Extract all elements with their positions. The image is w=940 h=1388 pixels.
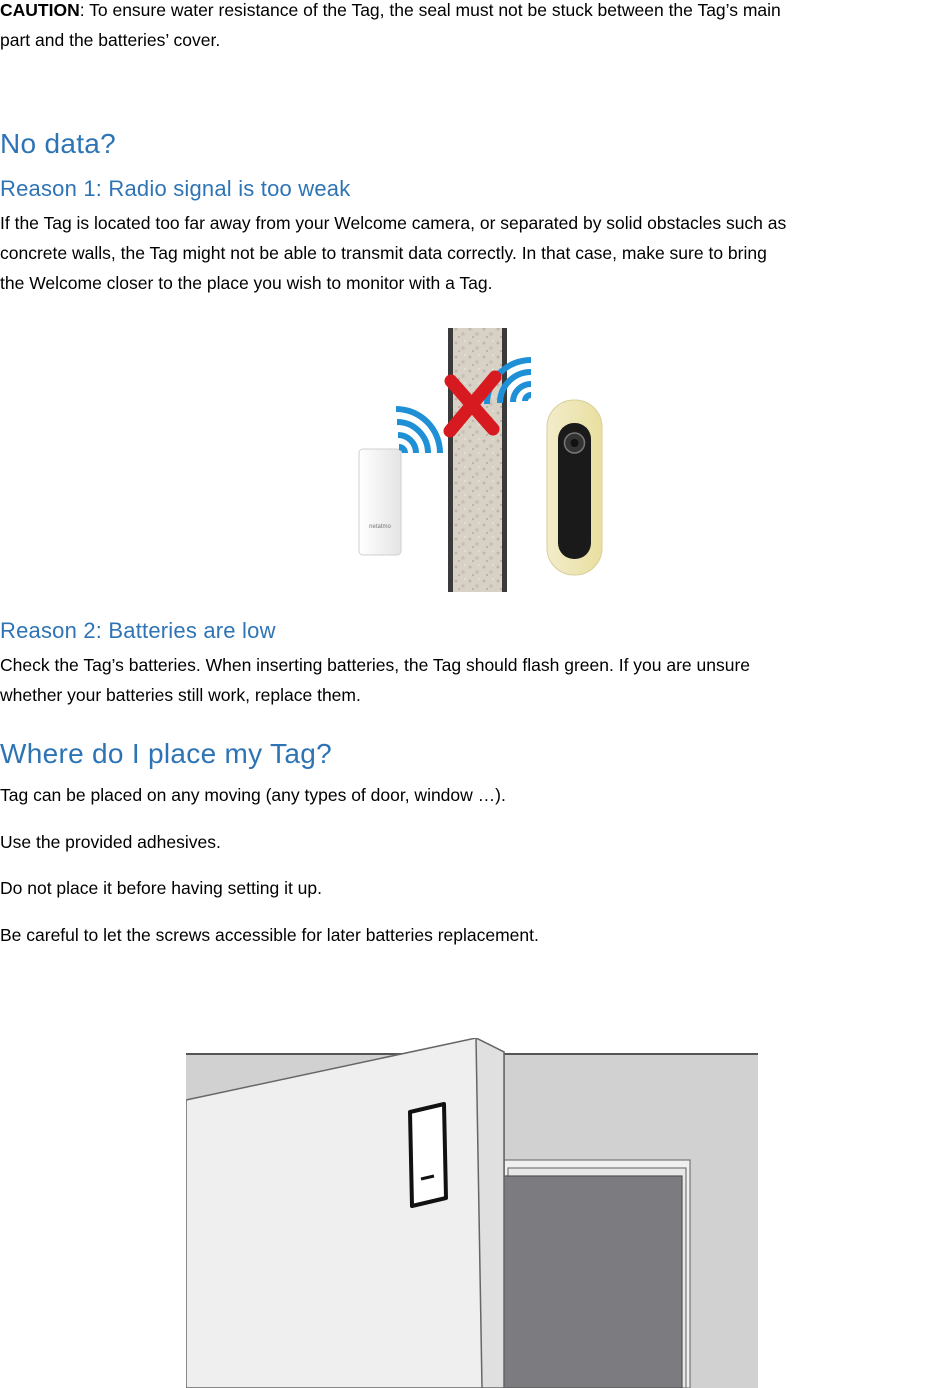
door-placement-illustration [186, 1038, 758, 1388]
door-frame [504, 1160, 690, 1388]
caution-label: CAUTION [0, 0, 80, 20]
tag-brand: netatmo [369, 524, 391, 530]
reason1-line: concrete walls, the Tag might not be able to transmit data correctly. In that case, make sure to bring [0, 243, 767, 263]
no-data-heading: No data? [0, 128, 117, 159]
reason1-paragraph [0, 208, 940, 298]
reason2-heading: Reason 2: Batteries are low [0, 618, 276, 643]
placement-p4: Be careful to let the screws accessible for later batteries replacement. [0, 925, 539, 945]
placement-p2: Use the provided adhesives. [0, 832, 221, 852]
reason1-heading: Reason 1: Radio signal is too weak [0, 176, 351, 201]
caution-text-line1: : To ensure water resistance of the Tag, the seal must not be stuck between the Tag’s main [79, 0, 781, 20]
reason2-paragraph [0, 650, 940, 710]
caution-text-line2: part and the batteries’ cover. [0, 30, 221, 50]
placement-p3: Do not place it before having setting it up. [0, 878, 323, 898]
reason2-line: Check the Tag’s batteries. When inserting batteries, the Tag should flash green. If you are unsure [0, 655, 751, 675]
door-panel [186, 1038, 504, 1388]
welcome-camera [547, 400, 602, 575]
radio-signal-illustration [355, 325, 610, 595]
reason1-line: If the Tag is located too far away from your Welcome camera, or separated by solid obstacles such as [0, 213, 787, 233]
placement-heading: Where do I place my Tag? [0, 738, 332, 769]
tag-on-door [410, 1104, 446, 1206]
placement-p1: Tag can be placed on any moving (any types of door, window …). [0, 785, 506, 805]
concrete-wall [448, 328, 507, 592]
reason2-line: whether your batteries still work, replace them. [0, 685, 361, 705]
tag-device [359, 449, 401, 555]
wifi-signal-icon [396, 409, 440, 453]
caution-paragraph [0, 0, 940, 55]
reason1-line: the Welcome closer to the place you wish to monitor with a Tag. [0, 273, 493, 293]
